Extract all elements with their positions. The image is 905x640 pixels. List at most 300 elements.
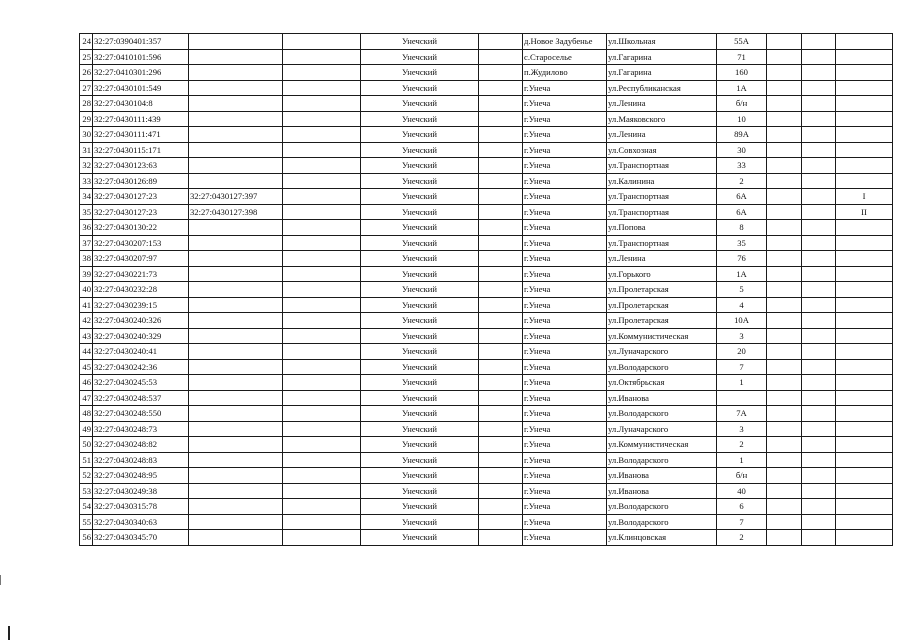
district-cell: Унечский xyxy=(361,483,479,499)
empty-cell-cell xyxy=(479,173,523,189)
empty-cell-cell xyxy=(479,483,523,499)
table-row xyxy=(80,158,893,174)
extra-cell-cell xyxy=(802,96,836,112)
empty-cell-cell xyxy=(283,468,361,484)
district-cell: Унечский xyxy=(361,220,479,236)
district-cell: Унечский xyxy=(361,111,479,127)
extra-cell-cell xyxy=(802,235,836,251)
cadastral-number-cell: 32:27:0430221:73 xyxy=(93,266,189,282)
district-cell: Унечский xyxy=(361,204,479,220)
table-row xyxy=(80,251,893,267)
locality-cell: г.Унеча xyxy=(523,359,607,375)
empty-cell-cell xyxy=(283,313,361,329)
street-cell: ул.Ленина xyxy=(607,96,717,112)
locality-cell: г.Унеча xyxy=(523,111,607,127)
cadastral-number-cell: 32:27:0430248:550 xyxy=(93,406,189,422)
house-number-cell: 3 xyxy=(717,421,767,437)
row-number-cell: 44 xyxy=(80,344,93,360)
extra-cell-cell xyxy=(802,499,836,515)
locality-cell: г.Унеча xyxy=(523,375,607,391)
row-number-cell: 34 xyxy=(80,189,93,205)
empty-cell-cell xyxy=(283,406,361,422)
empty-cell-cell xyxy=(283,483,361,499)
extra-cell-cell xyxy=(767,266,802,282)
street-cell: ул.Володарского xyxy=(607,514,717,530)
empty-cell-cell xyxy=(283,80,361,96)
house-number-cell: 6 xyxy=(717,499,767,515)
locality-cell: г.Унеча xyxy=(523,390,607,406)
extra-cell-cell xyxy=(802,359,836,375)
district-cell: Унечский xyxy=(361,499,479,515)
locality-cell: г.Унеча xyxy=(523,483,607,499)
locality-cell: г.Унеча xyxy=(523,220,607,236)
locality-cell: п.Жудилово xyxy=(523,65,607,81)
house-number-cell: 6А xyxy=(717,189,767,205)
empty-cell-cell xyxy=(283,390,361,406)
street-cell: ул.Пролетарская xyxy=(607,297,717,313)
row-number-cell: 33 xyxy=(80,173,93,189)
cadastral-number-cell: 32:27:0430315:78 xyxy=(93,499,189,515)
empty-cell-cell xyxy=(479,189,523,205)
related-cadastral-number-cell xyxy=(189,468,283,484)
cadastral-number-cell: 32:27:0390401:357 xyxy=(93,34,189,50)
empty-cell-cell xyxy=(283,235,361,251)
extra-cell-cell xyxy=(767,514,802,530)
table-row xyxy=(80,437,893,453)
district-cell: Унечский xyxy=(361,282,479,298)
row-number-cell: 48 xyxy=(80,406,93,422)
cadastral-number-cell: 32:27:0430104:8 xyxy=(93,96,189,112)
related-cadastral-number-cell xyxy=(189,80,283,96)
cadastral-number-cell: 32:27:0430111:439 xyxy=(93,111,189,127)
locality-cell: г.Унеча xyxy=(523,421,607,437)
part-number-cell xyxy=(836,406,893,422)
locality-cell: с.Староселье xyxy=(523,49,607,65)
row-number-cell: 50 xyxy=(80,437,93,453)
street-cell: ул.Транспортная xyxy=(607,235,717,251)
street-cell: ул.Горького xyxy=(607,266,717,282)
locality-cell: д.Новое Задубенье xyxy=(523,34,607,50)
row-number-cell: 24 xyxy=(80,34,93,50)
part-number-cell xyxy=(836,530,893,546)
house-number-cell: 5 xyxy=(717,282,767,298)
cadastral-number-cell: 32:27:0430240:41 xyxy=(93,344,189,360)
empty-cell-cell xyxy=(479,421,523,437)
empty-cell-cell xyxy=(283,204,361,220)
related-cadastral-number-cell xyxy=(189,49,283,65)
locality-cell: г.Унеча xyxy=(523,406,607,422)
street-cell: ул.Иванова xyxy=(607,468,717,484)
district-cell: Унечский xyxy=(361,142,479,158)
cadastral-number-cell: 32:27:0430232:28 xyxy=(93,282,189,298)
empty-cell-cell xyxy=(479,530,523,546)
part-number-cell xyxy=(836,483,893,499)
related-cadastral-number-cell: 32:27:0430127:397 xyxy=(189,189,283,205)
empty-cell-cell xyxy=(479,142,523,158)
house-number-cell: 2 xyxy=(717,530,767,546)
empty-cell-cell xyxy=(479,328,523,344)
cadastral-number-cell: 32:27:0430248:83 xyxy=(93,452,189,468)
street-cell: ул.Совхозная xyxy=(607,142,717,158)
street-cell: ул.Попова xyxy=(607,220,717,236)
street-cell: ул.Иванова xyxy=(607,390,717,406)
extra-cell-cell xyxy=(802,514,836,530)
extra-cell-cell xyxy=(767,468,802,484)
house-number-cell: 160 xyxy=(717,65,767,81)
empty-cell-cell xyxy=(283,189,361,205)
row-number-cell: 56 xyxy=(80,530,93,546)
extra-cell-cell xyxy=(767,452,802,468)
extra-cell-cell xyxy=(767,344,802,360)
table-row xyxy=(80,204,893,220)
extra-cell-cell xyxy=(767,204,802,220)
extra-cell-cell xyxy=(802,483,836,499)
cadastral-number-cell: 32:27:0410101:596 xyxy=(93,49,189,65)
locality-cell: г.Унеча xyxy=(523,499,607,515)
street-cell: ул.Гагарина xyxy=(607,49,717,65)
locality-cell: г.Унеча xyxy=(523,437,607,453)
part-number-cell xyxy=(836,468,893,484)
cadastral-number-cell: 32:27:0430240:326 xyxy=(93,313,189,329)
table-row xyxy=(80,96,893,112)
table-row xyxy=(80,34,893,50)
related-cadastral-number-cell xyxy=(189,220,283,236)
house-number-cell: 30 xyxy=(717,142,767,158)
house-number-cell: 20 xyxy=(717,344,767,360)
related-cadastral-number-cell xyxy=(189,297,283,313)
table-row xyxy=(80,111,893,127)
related-cadastral-number-cell xyxy=(189,514,283,530)
part-number-cell xyxy=(836,514,893,530)
related-cadastral-number-cell xyxy=(189,530,283,546)
part-number-cell xyxy=(836,127,893,143)
empty-cell-cell xyxy=(479,49,523,65)
table-row xyxy=(80,313,893,329)
table-row xyxy=(80,65,893,81)
part-number-cell xyxy=(836,142,893,158)
empty-cell-cell xyxy=(283,65,361,81)
street-cell: ул.Коммунистическая xyxy=(607,328,717,344)
empty-cell-cell xyxy=(479,111,523,127)
part-number-cell xyxy=(836,375,893,391)
cadastral-number-cell: 32:27:0430248:95 xyxy=(93,468,189,484)
extra-cell-cell xyxy=(802,111,836,127)
extra-cell-cell xyxy=(767,483,802,499)
extra-cell-cell xyxy=(802,421,836,437)
part-number-cell xyxy=(836,437,893,453)
part-number-cell xyxy=(836,390,893,406)
extra-cell-cell xyxy=(802,266,836,282)
row-number-cell: 29 xyxy=(80,111,93,127)
house-number-cell: 4 xyxy=(717,297,767,313)
empty-cell-cell xyxy=(283,359,361,375)
part-number-cell xyxy=(836,344,893,360)
table-row xyxy=(80,173,893,189)
part-number-cell xyxy=(836,96,893,112)
part-number-cell xyxy=(836,328,893,344)
extra-cell-cell xyxy=(767,359,802,375)
row-number-cell: 55 xyxy=(80,514,93,530)
empty-cell-cell xyxy=(479,452,523,468)
district-cell: Унечский xyxy=(361,390,479,406)
empty-cell-cell xyxy=(283,266,361,282)
part-number-cell xyxy=(836,65,893,81)
extra-cell-cell xyxy=(767,235,802,251)
extra-cell-cell xyxy=(802,220,836,236)
district-cell: Унечский xyxy=(361,96,479,112)
cadastral-number-cell: 32:27:0430130:22 xyxy=(93,220,189,236)
row-number-cell: 30 xyxy=(80,127,93,143)
cadastral-number-cell: 32:27:0430242:36 xyxy=(93,359,189,375)
cadastral-number-cell: 32:27:0430248:82 xyxy=(93,437,189,453)
row-number-cell: 26 xyxy=(80,65,93,81)
empty-cell-cell xyxy=(479,65,523,81)
street-cell: ул.Октябрьская xyxy=(607,375,717,391)
locality-cell: г.Унеча xyxy=(523,282,607,298)
district-cell: Унечский xyxy=(361,421,479,437)
empty-cell-cell xyxy=(479,96,523,112)
district-cell: Унечский xyxy=(361,65,479,81)
scan-edge-mark xyxy=(0,575,1,585)
extra-cell-cell xyxy=(767,220,802,236)
extra-cell-cell xyxy=(802,282,836,298)
row-number-cell: 41 xyxy=(80,297,93,313)
district-cell: Унечский xyxy=(361,34,479,50)
table-row xyxy=(80,235,893,251)
empty-cell-cell xyxy=(283,96,361,112)
locality-cell: г.Унеча xyxy=(523,127,607,143)
cadastral-number-cell: 32:27:0410301:296 xyxy=(93,65,189,81)
extra-cell-cell xyxy=(802,204,836,220)
row-number-cell: 25 xyxy=(80,49,93,65)
house-number-cell: 6А xyxy=(717,204,767,220)
extra-cell-cell xyxy=(767,530,802,546)
street-cell: ул.Маяковского xyxy=(607,111,717,127)
table-row xyxy=(80,127,893,143)
district-cell: Унечский xyxy=(361,328,479,344)
cadastral-number-cell: 32:27:0430207:153 xyxy=(93,235,189,251)
cadastral-number-cell: 32:27:0430239:15 xyxy=(93,297,189,313)
part-number-cell xyxy=(836,266,893,282)
street-cell: ул.Ленина xyxy=(607,127,717,143)
table-row xyxy=(80,282,893,298)
related-cadastral-number-cell xyxy=(189,499,283,515)
row-number-cell: 32 xyxy=(80,158,93,174)
district-cell: Унечский xyxy=(361,375,479,391)
district-cell: Унечский xyxy=(361,251,479,267)
extra-cell-cell xyxy=(767,80,802,96)
house-number-cell: 1А xyxy=(717,80,767,96)
empty-cell-cell xyxy=(283,514,361,530)
house-number-cell: 55А xyxy=(717,34,767,50)
scan-edge-mark-bottom xyxy=(8,626,10,640)
empty-cell-cell xyxy=(283,173,361,189)
extra-cell-cell xyxy=(767,251,802,267)
locality-cell: г.Унеча xyxy=(523,96,607,112)
extra-cell-cell xyxy=(767,34,802,50)
cadastral-number-cell: 32:27:0430115:171 xyxy=(93,142,189,158)
district-cell: Унечский xyxy=(361,406,479,422)
property-registry-table xyxy=(79,33,893,546)
related-cadastral-number-cell xyxy=(189,65,283,81)
cadastral-number-cell: 32:27:0430240:329 xyxy=(93,328,189,344)
district-cell: Унечский xyxy=(361,297,479,313)
row-number-cell: 27 xyxy=(80,80,93,96)
empty-cell-cell xyxy=(479,313,523,329)
part-number-cell xyxy=(836,80,893,96)
table-row xyxy=(80,499,893,515)
part-number-cell xyxy=(836,220,893,236)
related-cadastral-number-cell xyxy=(189,375,283,391)
locality-cell: г.Унеча xyxy=(523,297,607,313)
empty-cell-cell xyxy=(283,142,361,158)
extra-cell-cell xyxy=(767,421,802,437)
extra-cell-cell xyxy=(802,437,836,453)
empty-cell-cell xyxy=(479,514,523,530)
extra-cell-cell xyxy=(767,127,802,143)
district-cell: Унечский xyxy=(361,468,479,484)
row-number-cell: 37 xyxy=(80,235,93,251)
part-number-cell xyxy=(836,499,893,515)
district-cell: Унечский xyxy=(361,173,479,189)
street-cell: ул.Луначарского xyxy=(607,344,717,360)
row-number-cell: 36 xyxy=(80,220,93,236)
empty-cell-cell xyxy=(283,499,361,515)
extra-cell-cell xyxy=(802,65,836,81)
related-cadastral-number-cell xyxy=(189,313,283,329)
district-cell: Унечский xyxy=(361,158,479,174)
related-cadastral-number-cell xyxy=(189,142,283,158)
house-number-cell: 10 xyxy=(717,111,767,127)
extra-cell-cell xyxy=(802,49,836,65)
cadastral-number-cell: 32:27:0430126:89 xyxy=(93,173,189,189)
extra-cell-cell xyxy=(802,173,836,189)
table-row xyxy=(80,421,893,437)
locality-cell: г.Унеча xyxy=(523,468,607,484)
district-cell: Унечский xyxy=(361,514,479,530)
part-number-cell xyxy=(836,297,893,313)
house-number-cell: 8 xyxy=(717,220,767,236)
empty-cell-cell xyxy=(479,266,523,282)
row-number-cell: 39 xyxy=(80,266,93,282)
related-cadastral-number-cell xyxy=(189,390,283,406)
row-number-cell: 45 xyxy=(80,359,93,375)
locality-cell: г.Унеча xyxy=(523,189,607,205)
part-number-cell xyxy=(836,251,893,267)
street-cell: ул.Володарского xyxy=(607,452,717,468)
table-row xyxy=(80,375,893,391)
table-row xyxy=(80,142,893,158)
empty-cell-cell xyxy=(283,34,361,50)
extra-cell-cell xyxy=(767,111,802,127)
district-cell: Унечский xyxy=(361,189,479,205)
empty-cell-cell xyxy=(479,34,523,50)
empty-cell-cell xyxy=(283,158,361,174)
part-number-cell xyxy=(836,158,893,174)
locality-cell: г.Унеча xyxy=(523,142,607,158)
extra-cell-cell xyxy=(767,49,802,65)
empty-cell-cell xyxy=(479,235,523,251)
street-cell: ул.Пролетарская xyxy=(607,282,717,298)
district-cell: Унечский xyxy=(361,266,479,282)
house-number-cell: 7А xyxy=(717,406,767,422)
part-number-cell xyxy=(836,49,893,65)
extra-cell-cell xyxy=(802,390,836,406)
empty-cell-cell xyxy=(479,204,523,220)
empty-cell-cell xyxy=(479,344,523,360)
house-number-cell: 7 xyxy=(717,359,767,375)
part-number-cell xyxy=(836,282,893,298)
extra-cell-cell xyxy=(767,142,802,158)
empty-cell-cell xyxy=(283,297,361,313)
empty-cell-cell xyxy=(283,49,361,65)
extra-cell-cell xyxy=(802,452,836,468)
house-number-cell: 71 xyxy=(717,49,767,65)
locality-cell: г.Унеча xyxy=(523,173,607,189)
street-cell: ул.Школьная xyxy=(607,34,717,50)
street-cell: ул.Транспортная xyxy=(607,189,717,205)
related-cadastral-number-cell xyxy=(189,111,283,127)
empty-cell-cell xyxy=(479,406,523,422)
row-number-cell: 35 xyxy=(80,204,93,220)
extra-cell-cell xyxy=(767,282,802,298)
empty-cell-cell xyxy=(283,452,361,468)
row-number-cell: 31 xyxy=(80,142,93,158)
table-row xyxy=(80,297,893,313)
extra-cell-cell xyxy=(802,189,836,205)
house-number-cell: 89А xyxy=(717,127,767,143)
row-number-cell: 43 xyxy=(80,328,93,344)
locality-cell: г.Унеча xyxy=(523,328,607,344)
house-number-cell: 35 xyxy=(717,235,767,251)
empty-cell-cell xyxy=(479,359,523,375)
related-cadastral-number-cell xyxy=(189,421,283,437)
locality-cell: г.Унеча xyxy=(523,204,607,220)
house-number-cell: 76 xyxy=(717,251,767,267)
table-row xyxy=(80,344,893,360)
empty-cell-cell xyxy=(283,344,361,360)
extra-cell-cell xyxy=(802,375,836,391)
extra-cell-cell xyxy=(802,80,836,96)
table-row xyxy=(80,530,893,546)
extra-cell-cell xyxy=(767,173,802,189)
part-number-cell xyxy=(836,359,893,375)
related-cadastral-number-cell xyxy=(189,483,283,499)
district-cell: Унечский xyxy=(361,359,479,375)
row-number-cell: 38 xyxy=(80,251,93,267)
empty-cell-cell xyxy=(479,375,523,391)
part-number-cell xyxy=(836,235,893,251)
district-cell: Унечский xyxy=(361,344,479,360)
table-row xyxy=(80,452,893,468)
related-cadastral-number-cell xyxy=(189,34,283,50)
cadastral-number-cell: 32:27:0430127:23 xyxy=(93,204,189,220)
district-cell: Унечский xyxy=(361,80,479,96)
part-number-cell xyxy=(836,313,893,329)
empty-cell-cell xyxy=(283,282,361,298)
part-number-cell: II xyxy=(836,204,893,220)
extra-cell-cell xyxy=(767,313,802,329)
related-cadastral-number-cell xyxy=(189,359,283,375)
part-number-cell xyxy=(836,452,893,468)
cadastral-number-cell: 32:27:0430248:73 xyxy=(93,421,189,437)
extra-cell-cell xyxy=(767,499,802,515)
house-number-cell: б/н xyxy=(717,468,767,484)
part-number-cell xyxy=(836,34,893,50)
street-cell: ул.Володарского xyxy=(607,359,717,375)
extra-cell-cell xyxy=(767,189,802,205)
row-number-cell: 52 xyxy=(80,468,93,484)
